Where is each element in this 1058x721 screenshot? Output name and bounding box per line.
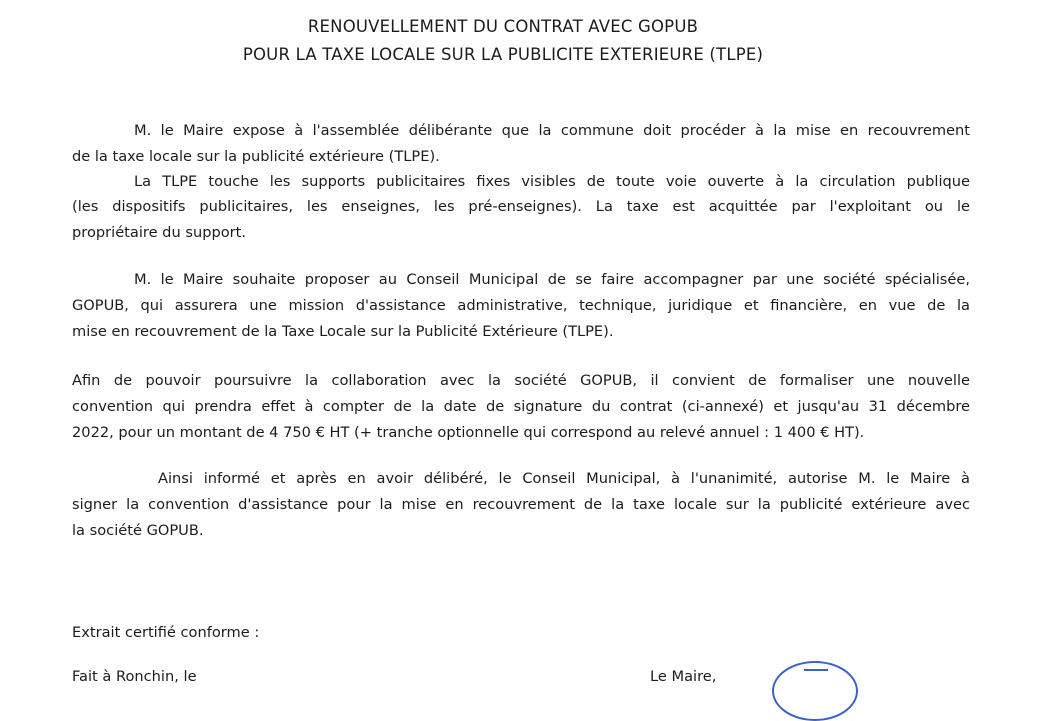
official-stamp (772, 661, 858, 721)
paragraph-2-line-2: (les dispositifs publicitaires, les enseignes, les pré-enseignes). La taxe est acquittée par l'exploitant ou le (72, 198, 970, 215)
paragraph-5-line-3: la société GOPUB. (72, 522, 204, 539)
paragraph-4-line-2: convention qui prendra effet à compter de la date de signature du contrat (ci-annexé) et jusqu'au 31 décembre (72, 398, 970, 415)
paragraph-3-line-2: GOPUB, qui assurera une mission d'assistance administrative, technique, juridique et financière, en vue de la (72, 297, 970, 314)
certified-statement: Extrait certifié conforme : (72, 624, 260, 641)
paragraph-1-line-2: de la taxe locale sur la publicité extérieure (TLPE). (72, 148, 440, 165)
paragraph-3-line-1: M. le Maire souhaite proposer au Conseil Municipal de se faire accompagner par une société spécialisée, (134, 271, 970, 288)
document-title-line-2: POUR LA TAXE LOCALE SUR LA PUBLICITE EXTERIEURE (TLPE) (242, 45, 764, 64)
paragraph-2-line-1: La TLPE touche les supports publicitaires fixes visibles de toute voie ouverte à la circulation publique (134, 173, 970, 190)
paragraph-5-line-2: signer la convention d'assistance pour la mise en recouvrement de la taxe locale sur la publicité extérieure avec (72, 496, 970, 513)
paragraph-5-line-1: Ainsi informé et après en avoir délibéré, le Conseil Municipal, à l'unanimité, autorise M. le Maire à (158, 470, 970, 487)
paragraph-4-line-1: Afin de pouvoir poursuivre la collaboration avec la société GOPUB, il convient de formaliser une nouvelle (72, 372, 970, 389)
mayor-label: Le Maire, (650, 668, 717, 685)
paragraph-2-line-3: propriétaire du support. (72, 224, 247, 241)
paragraph-3-line-3: mise en recouvrement de la Taxe Locale sur la Publicité Extérieure (TLPE). (72, 323, 614, 340)
paragraph-1-line-1: M. le Maire expose à l'assemblée délibérante que la commune doit procéder à la mise en recouvrement (134, 122, 970, 139)
paragraph-4-line-3: 2022, pour un montant de 4 750 € HT (+ tranche optionnelle qui correspond au relevé annuel : 1 400 € HT). (72, 424, 865, 441)
stamp-mark (804, 669, 828, 677)
signature-place-date: Fait à Ronchin, le (72, 668, 197, 685)
document-title-line-1: RENOUVELLEMENT DU CONTRAT AVEC GOPUB (307, 17, 699, 36)
